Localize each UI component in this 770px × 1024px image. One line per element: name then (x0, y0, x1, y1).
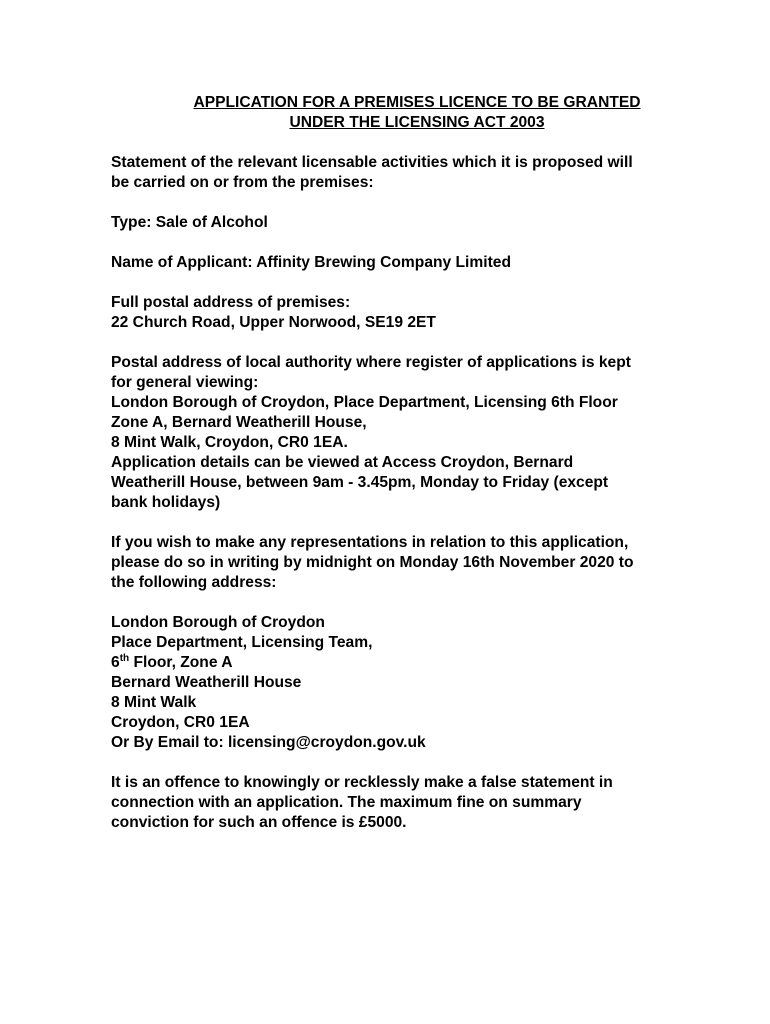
floor-ordinal-suffix: th (119, 652, 130, 664)
statement-line: Statement of the relevant licensable activities which it is proposed will (111, 154, 633, 171)
licence-notice-document (111, 93, 731, 833)
statement-line: be carried on or from the premises: (111, 174, 374, 191)
authority-line: bank holidays) (111, 494, 221, 511)
authority-line: 8 Mint Walk, Croydon, CR0 1EA. (111, 434, 348, 451)
address-line: Croydon, CR0 1EA (111, 714, 250, 731)
email-line: Or By Email to: licensing@croydon.gov.uk (111, 734, 426, 751)
applicant-paragraph (111, 253, 731, 273)
representation-line: the following address: (111, 574, 277, 591)
statement-paragraph (111, 153, 731, 193)
address-floor-line (111, 653, 731, 673)
offence-line: connection with an application. The maximum fine on summary (111, 794, 582, 811)
representation-paragraph (111, 533, 731, 593)
authority-line: Weatherill House, between 9am - 3.45pm, Monday to Friday (except (111, 474, 609, 491)
floor-number: 6 (111, 654, 120, 671)
authority-line: Zone A, Bernard Weatherill House, (111, 414, 367, 431)
title-line: UNDER THE LICENSING ACT 2003 (289, 114, 545, 131)
address-line: London Borough of Croydon (111, 614, 325, 631)
authority-line: Postal address of local authority where register of applications is kept (111, 354, 631, 371)
representation-line: please do so in writing by midnight on Monday 16th November 2020 to (111, 554, 634, 571)
premises-line: 22 Church Road, Upper Norwood, SE19 2ET (111, 314, 436, 331)
offence-line: It is an offence to knowingly or recklessly make a false statement in (111, 774, 613, 791)
title-line: APPLICATION FOR A PREMISES LICENCE TO BE GRANTED (193, 94, 641, 111)
premises-line: Full postal address of premises: (111, 294, 351, 311)
authority-line: Application details can be viewed at Access Croydon, Bernard (111, 454, 574, 471)
premises-address-paragraph (111, 293, 731, 333)
authority-line: for general viewing: (111, 374, 259, 391)
offence-paragraph (111, 773, 731, 833)
address-line: Bernard Weatherill House (111, 674, 302, 691)
address-line: 8 Mint Walk (111, 694, 197, 711)
applicant-line: Name of Applicant: Affinity Brewing Company Limited (111, 254, 511, 271)
type-paragraph (111, 213, 731, 233)
representation-address (111, 613, 731, 753)
document-title (111, 93, 723, 133)
representation-line: If you wish to make any representations in relation to this application, (111, 534, 629, 551)
authority-line: London Borough of Croydon, Place Department, Licensing 6th Floor (111, 394, 618, 411)
type-line: Type: Sale of Alcohol (111, 214, 268, 231)
address-line: Place Department, Licensing Team, (111, 634, 373, 651)
floor-rest: Floor, Zone A (129, 654, 233, 671)
authority-paragraph (111, 353, 731, 513)
offence-line: conviction for such an offence is £5000. (111, 814, 407, 831)
